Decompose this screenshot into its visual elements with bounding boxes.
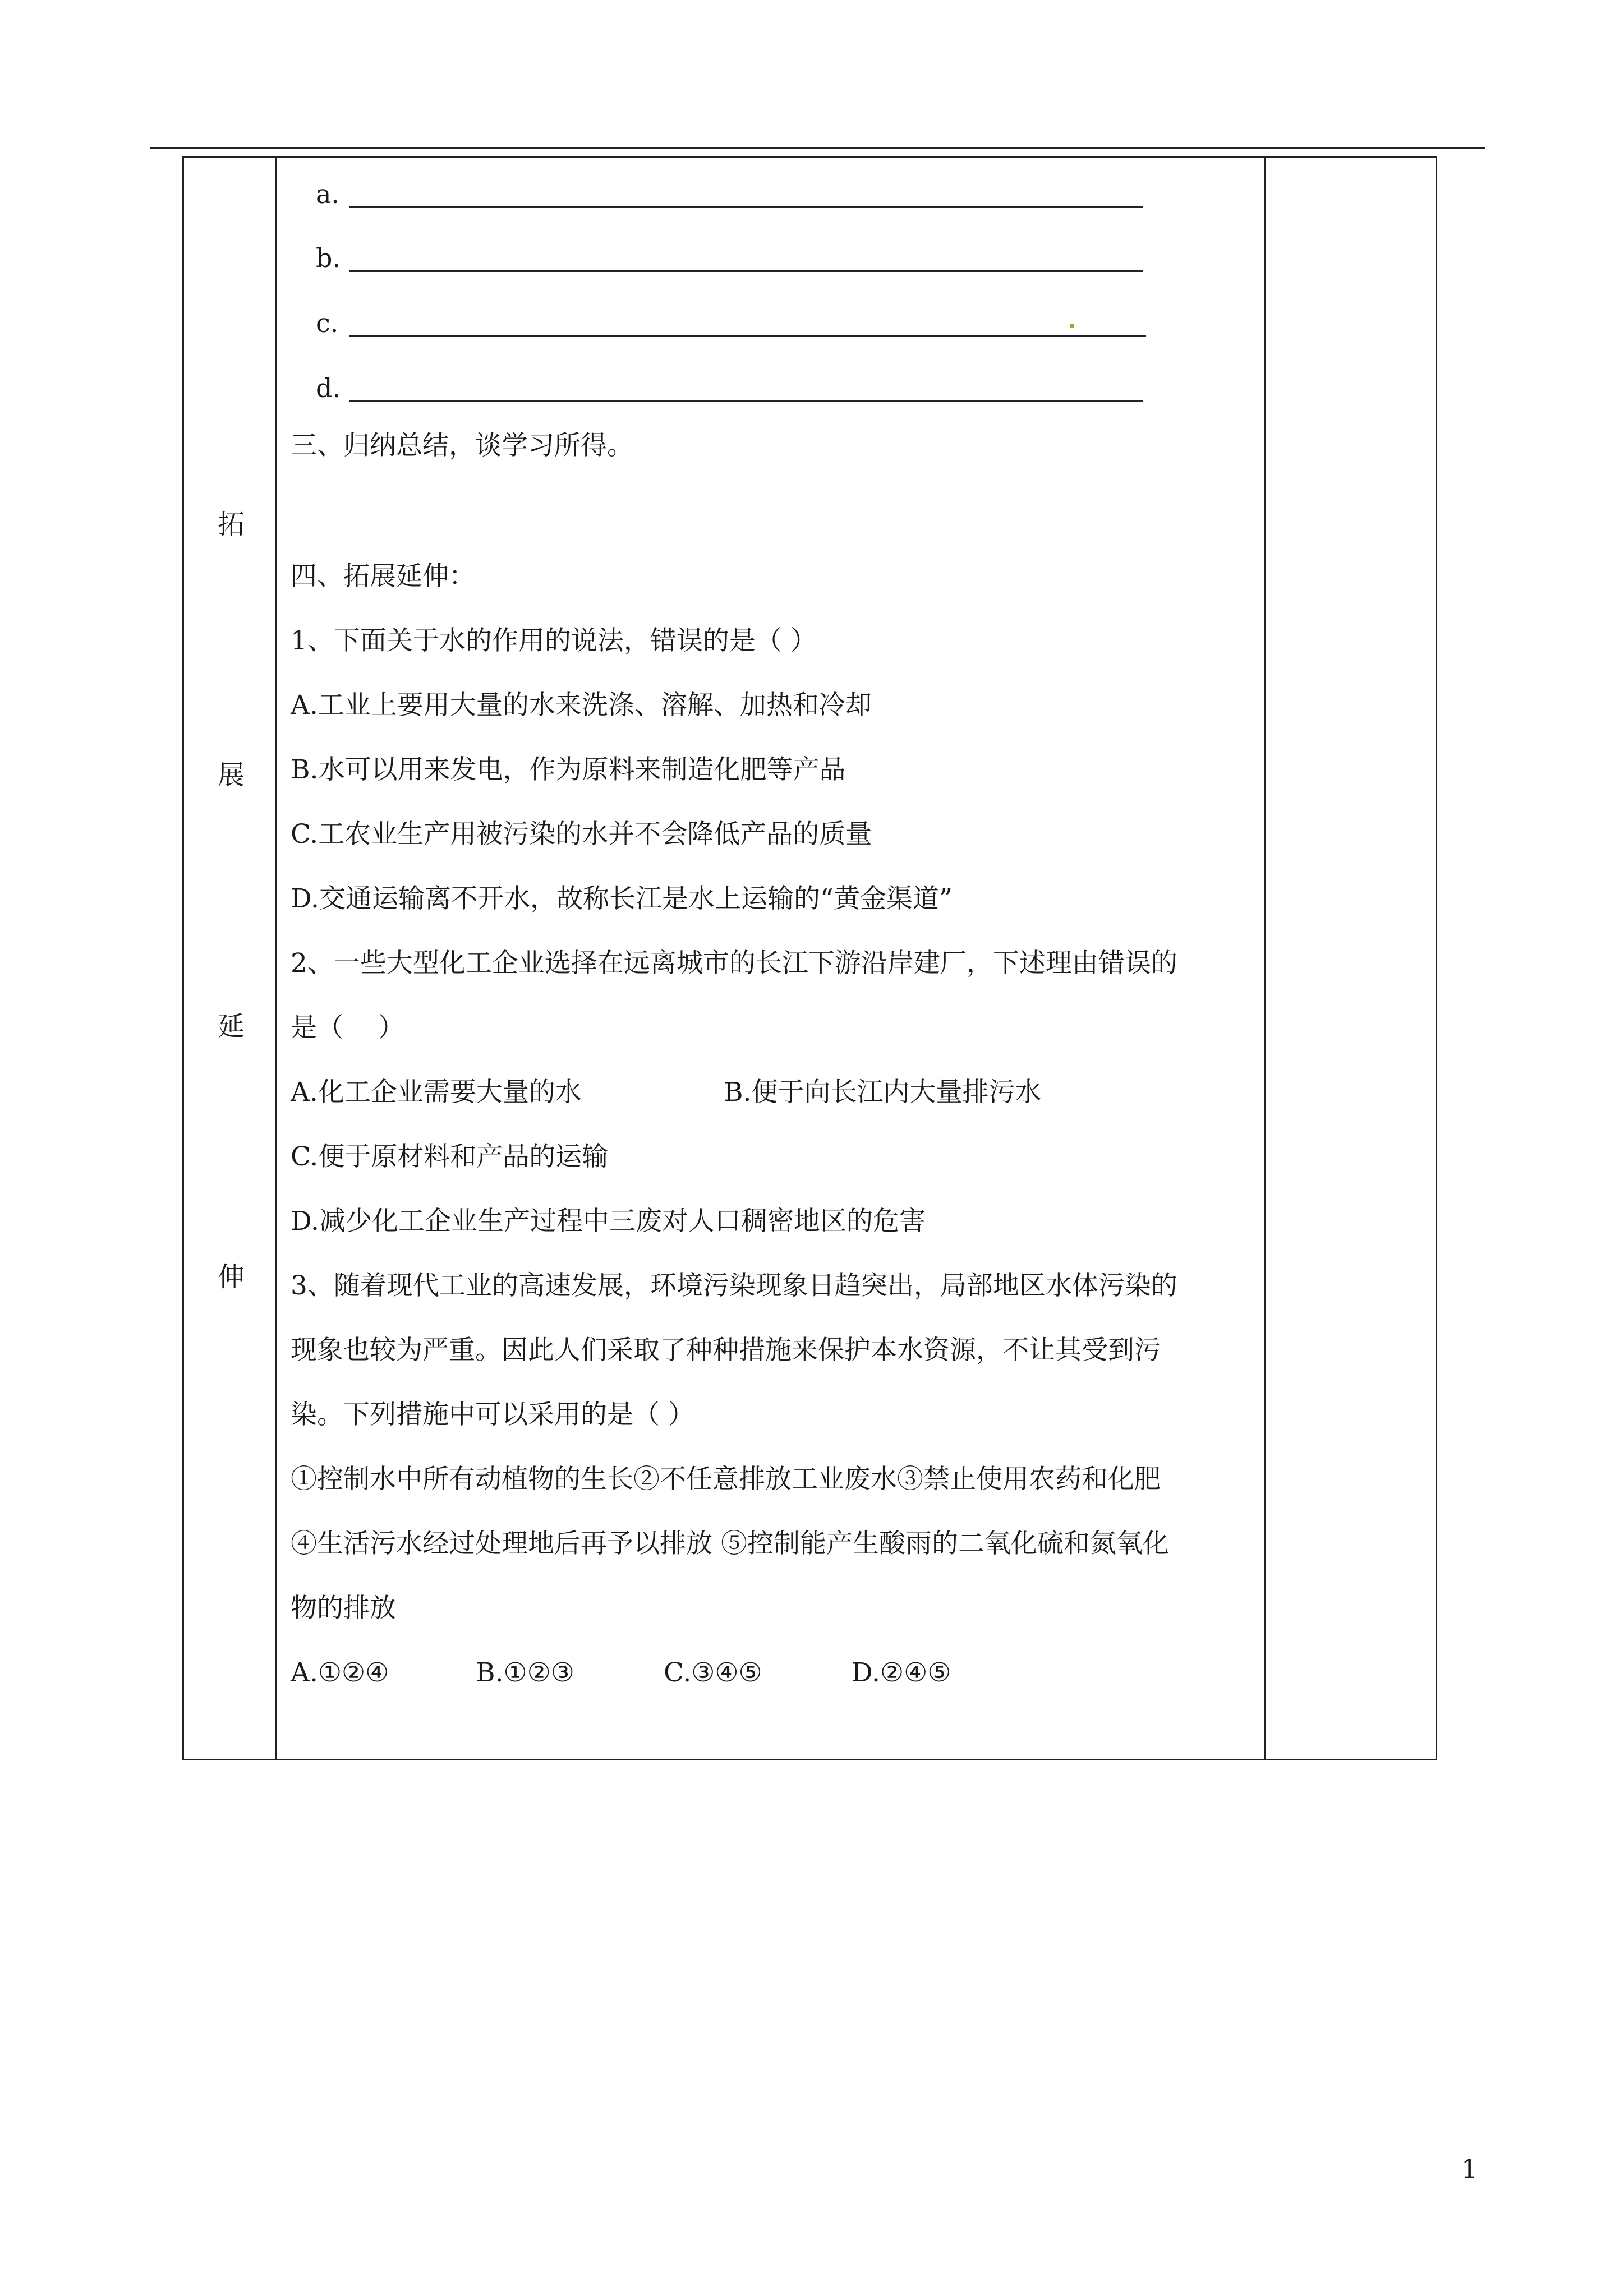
blank-label: d. bbox=[316, 373, 341, 403]
question-3-option: C.③④⑤ bbox=[664, 1657, 762, 1688]
question-1-option: A.工业上要用大量的水来洗涤、溶解、加热和冷却 bbox=[291, 690, 872, 721]
section-extension-heading: 四、拓展延伸： bbox=[291, 561, 475, 592]
section-summary-heading: 三、归纳总结，谈学习所得。 bbox=[291, 430, 633, 461]
question-2-option: D.减少化工企业生产过程中三废对人口稠密地区的危害 bbox=[291, 1206, 926, 1237]
side-label-char: 拓 bbox=[218, 509, 245, 540]
header-rule bbox=[150, 147, 1485, 149]
worksheet-table bbox=[182, 156, 1437, 1760]
blank-rule bbox=[349, 335, 1146, 337]
question-3-options-row bbox=[291, 1656, 1255, 1690]
blank-label: b. bbox=[316, 243, 341, 273]
blank-label: c. bbox=[316, 308, 339, 338]
side-label-char: 延 bbox=[218, 1011, 245, 1042]
question-2-option: B.便于向长江内大量排污水 bbox=[724, 1077, 1042, 1108]
answer-blank[interactable] bbox=[291, 177, 1255, 211]
blank-rule bbox=[349, 400, 1143, 402]
stray-mark bbox=[1070, 324, 1074, 328]
question-1-option: D.交通运输离不开水，故称长江是水上运输的“黄金渠道” bbox=[291, 883, 953, 914]
question-3-option: B.①②③ bbox=[476, 1657, 574, 1688]
question-2-option: A.化工企业需要大量的水 bbox=[291, 1077, 582, 1108]
question-3-option: D.②④⑤ bbox=[852, 1657, 951, 1688]
question-3-stem: 染。下列措施中可以采用的是（ ） bbox=[291, 1399, 694, 1430]
question-3-items: 物的排放 bbox=[291, 1593, 396, 1624]
blank-rule bbox=[349, 206, 1143, 208]
question-3-option: A.①②④ bbox=[291, 1657, 389, 1688]
side-label-char: 展 bbox=[218, 759, 245, 791]
question-2-stem: 2、一些大型化工企业选择在远离城市的长江下游沿岸建厂，下述理由错误的 bbox=[291, 948, 1177, 979]
blank-rule bbox=[349, 270, 1143, 272]
question-2-options-row bbox=[291, 1076, 1255, 1109]
question-3-stem: 现象也较为严重。因此人们采取了种种措施来保护本水资源，不让其受到污 bbox=[291, 1335, 1161, 1366]
question-3-stem: 3、随着现代工业的高速发展，环境污染现象日趋突出，局部地区水体污染的 bbox=[291, 1270, 1177, 1301]
question-1-option: B.水可以用来发电，作为原料来制造化肥等产品 bbox=[291, 754, 846, 785]
question-2-option: C.便于原材料和产品的运输 bbox=[291, 1141, 609, 1172]
question-2-stem: 是（ ） bbox=[291, 1012, 404, 1043]
question-1-option: C.工农业生产用被污染的水并不会降低产品的质量 bbox=[291, 819, 872, 850]
answer-blank[interactable] bbox=[291, 371, 1255, 405]
question-3-items: ④生活污水经过处理地后再予以排放 ⑤控制能产生酸雨的二氧化硫和氮氧化 bbox=[291, 1528, 1169, 1559]
column-divider-left bbox=[275, 158, 277, 1759]
question-1-stem: 1、下面关于水的作用的说法，错误的是（ ） bbox=[291, 625, 817, 656]
answer-blank[interactable] bbox=[291, 241, 1255, 275]
answer-blank[interactable] bbox=[291, 306, 1255, 340]
page-number: 1 bbox=[1461, 2154, 1478, 2184]
question-3-items: ①控制水中所有动植物的生长②不任意排放工业废水③禁止使用农药和化肥 bbox=[291, 1464, 1161, 1495]
column-divider-right bbox=[1264, 158, 1266, 1759]
blank-label: a. bbox=[316, 179, 340, 209]
side-label-char: 伸 bbox=[218, 1261, 245, 1293]
